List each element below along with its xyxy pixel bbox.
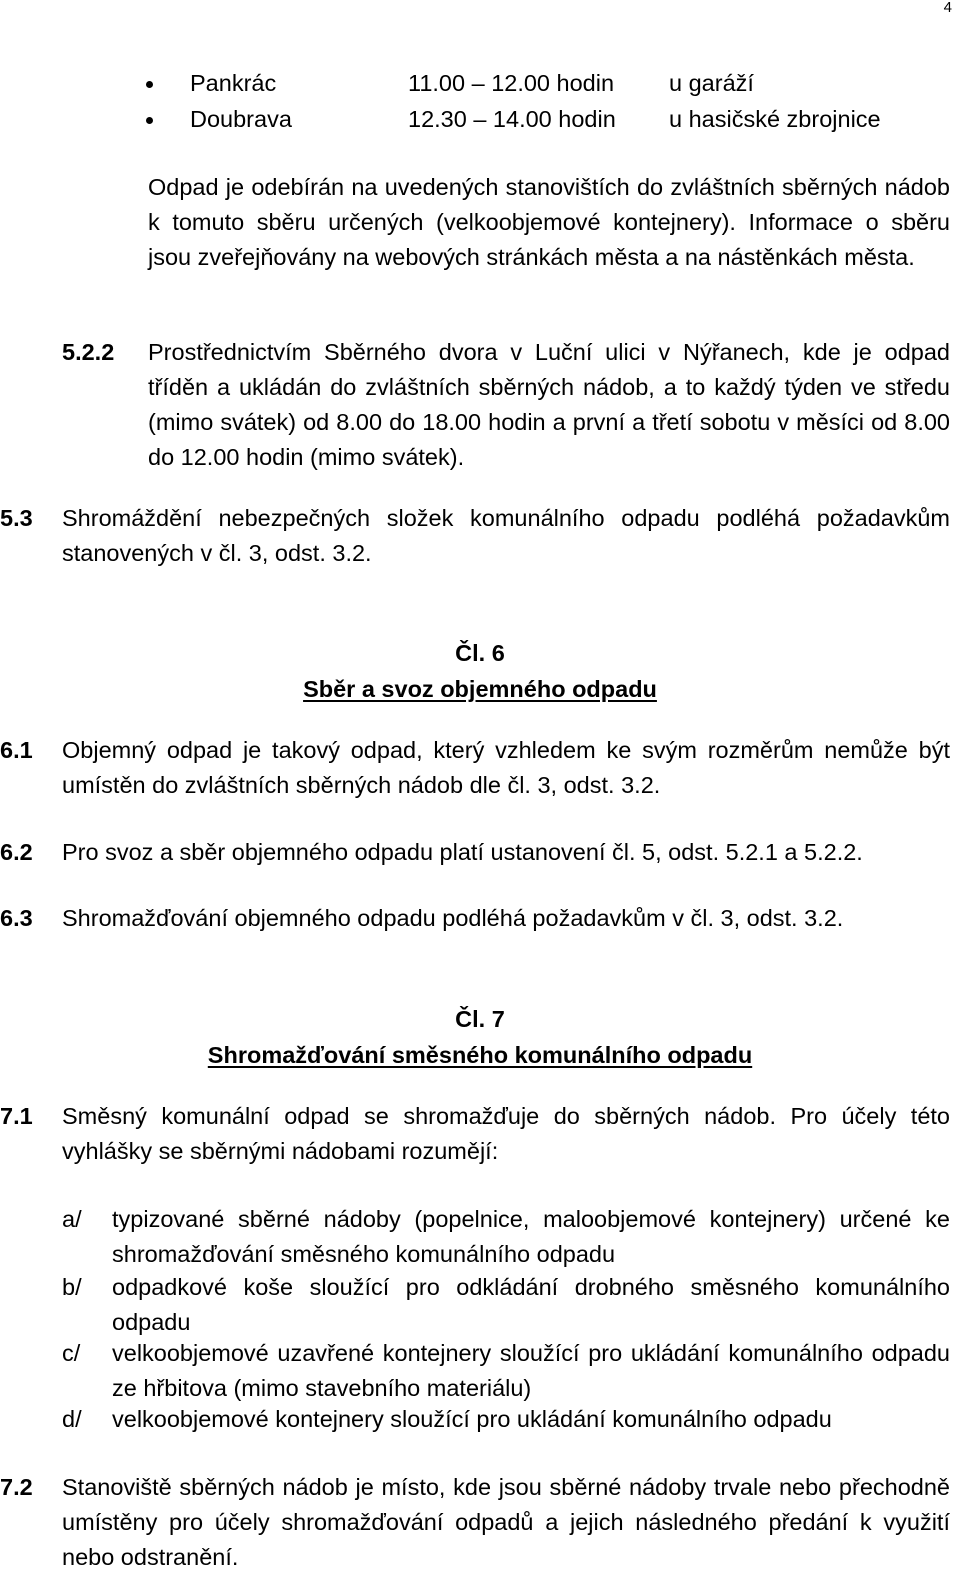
page-number: 4 [943,0,952,16]
collection-place: Doubrava [190,106,292,132]
list-item-text: typizované sběrné nádoby (popelnice, maloobjemové kontejnery) určené ke shromažďování směsného komunálního odpadu [112,1206,950,1267]
list-item-letter: c/ [62,1340,81,1366]
article-label: Čl. 6 [455,640,505,666]
collection-time: 11.00 – 12.00 hodin [408,70,615,96]
list-item-text: odpadkové koše sloužící pro odkládání drobného směsného komunálního odpadu [112,1274,950,1335]
list-item-text: velkoobjemové kontejnery sloužící pro ukládání komunálního odpadu [112,1406,832,1432]
section-number: 7.1 [0,1103,33,1129]
list-item-letter: a/ [62,1206,82,1232]
collection-time: 12.30 – 14.00 hodin [408,106,616,132]
section-number: 7.2 [0,1474,33,1500]
list-item-letter: b/ [62,1274,82,1300]
section-text: Shromáždění nebezpečných složek komunálního odpadu podléhá požadavkům stanovených v čl. 3, odst. 3.2. [62,505,950,566]
collection-location: u garáží [669,70,754,96]
article-title [0,672,960,707]
section-text: Shromažďování objemného odpadu podléhá požadavkům v čl. 3, odst. 3.2. [62,905,844,931]
intro-paragraph: Odpad je odebírán na uvedených stanovištích do zvláštních sběrných nádob k tomuto sběru určených (velkoobjemové kontejnery). Informace o sběru jsou zveřejňovány na webových stránkách města a na nástěnkách města. [148,174,950,270]
section-number: 6.2 [0,839,33,865]
section-text: Stanoviště sběrných nádob je místo, kde jsou sběrné nádoby trvale nebo přechodně umístěny pro účely shromažďování odpadů a jejich následného předání k využití nebo odstranění. [62,1474,950,1570]
article-title [0,1038,960,1073]
section-text: Pro svoz a sběr objemného odpadu platí ustanovení čl. 5, odst. 5.2.1 a 5.2.2. [62,839,863,865]
list-item-text: velkoobjemové uzavřené kontejnery sloužící pro ukládání komunálního odpadu ze hřbitova (mimo stavebního materiálu) [112,1340,950,1401]
list-item-letter: d/ [62,1406,82,1432]
section-number: 6.3 [0,905,33,931]
article-label: Čl. 7 [455,1006,505,1032]
collection-place: Pankrác [190,70,277,96]
section-text: Objemný odpad je takový odpad, který vzhledem ke svým rozměrům nemůže být umístěn do zvláštních sběrných nádob dle čl. 3, odst. 3.2. [62,737,950,798]
bullet-icon [146,117,153,124]
article-title-text: Sběr a svoz objemného odpadu [303,676,657,702]
section-number: 5.2.2 [62,339,115,365]
collection-location: u hasičské zbrojnice [669,106,881,132]
section-number: 6.1 [0,737,33,763]
bullet-icon [146,81,153,88]
section-text: Prostřednictvím Sběrného dvora v Luční ulici v Nýřanech, kde je odpad tříděn a ukládán do zvláštních sběrných nádob, a to každý týden ve středu (mimo svátek) od 8.00 do 18.00 hodin a první a třetí sobotu v měsíci od 8.00 do 12.00 hodin (mimo svátek). [148,339,950,470]
article-title-text: Shromažďování směsného komunálního odpadu [207,1042,753,1068]
section-text: Směsný komunální odpad se shromažďuje do sběrných nádob. Pro účely této vyhlášky se sběrnými nádobami rozumějí: [62,1103,950,1164]
section-number: 5.3 [0,505,33,531]
